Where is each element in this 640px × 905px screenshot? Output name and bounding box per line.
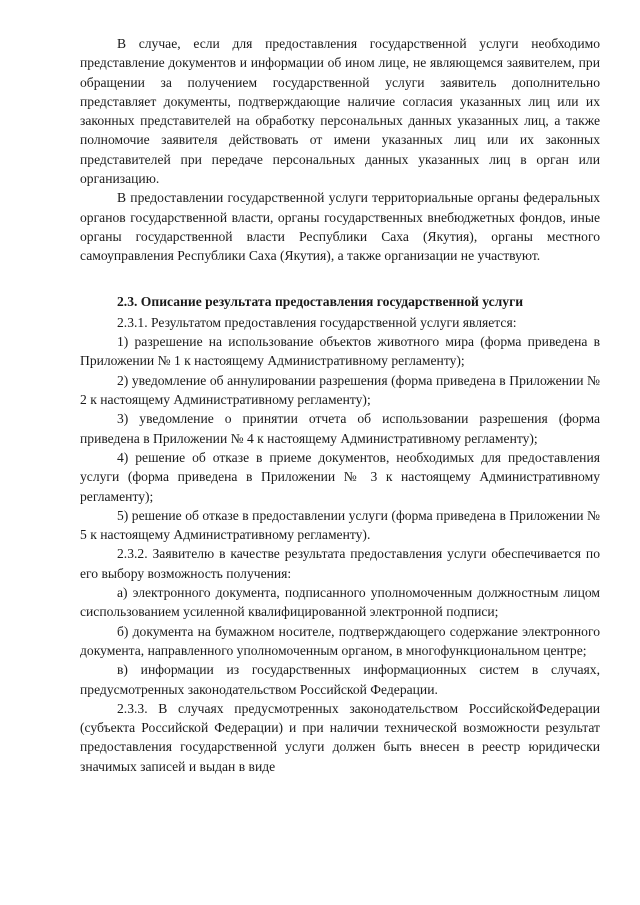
list-item-result-5: 5) решение об отказе в предоставлении услуги (форма приведена в Приложении № 5 к настоящему Административному регламенту). [80,507,600,543]
paragraph-2-3-1: 2.3.1. Результатом предоставления государственной услуги является: [117,314,517,330]
list-item-option-a: а) электронного документа, подписанного уполномоченным должностным лицом сиспользованием усиленной квалифицированной электронной подписи; [80,585,600,620]
paragraph-2-3-2: 2.3.2. Заявителю в качестве результата предоставления услуги обеспечивается по его выбору возможность получения: [80,546,600,581]
list-item-option-v: в) информации из государственных информационных систем в случаях, предусмотренных законодательством Российской Федерации. [80,662,600,697]
list-item-result-4: 4) решение об отказе в приеме документов, необходимых для предоставления услуги (форма приведена в Приложении № 3 к настоящему Административному регламенту); [80,449,600,504]
list-item-option-b: б) документа на бумажном носителе, подтверждающего содержание электронного документа, направленного уполномоченным органом, в многофункциональном центре; [80,623,600,658]
paragraph-2-3-3: 2.3.3. В случаях предусмотренных законодательством РоссийскойФедерации (субъекта Российской Федерации) и при наличии технической возможности результат предоставления государственной услуги должен быть внесен в реестр юридически значимых записей и выдан в виде [80,700,600,774]
paragraph-consent: В случае, если для предоставления государственной услуги необходимо представление документов и информации об ином лице, не являющемся заявителем, при обращении за получением государственной услуги заявитель дополнительно представляет документы, подтверждающие наличие согласия указанных лиц или их законных представителей на обработку персональных данных указанных лиц, а также полномочие заявителя действовать от имени указанных лиц или их законных представителей при передаче персональных данных указанных лиц в орган или организацию. [80,36,600,187]
paragraph-no-participation: В предоставлении государственной услуги территориальные органы федеральных органов государственной власти, органы государственных внебюджетных фондов, иные органы государственной власти Республики Саха (Якутия), органы местного самоуправления Республики Саха (Якутия), а также организации не участвуют. [80,190,600,264]
document-body [80,34,600,776]
list-item-result-3: 3) уведомление о принятии отчета об использовании разрешения (форма приведена в Приложении № 4 к настоящему Административному регламенту); [80,411,600,446]
list-item-result-1: 1) разрешение на использование объектов животного мира (форма приведена в Приложении № 1 к настоящему Административному регламенту); [80,334,600,369]
section-heading: 2.3. Описание результата предоставления государственной услуги [117,293,524,309]
list-item-result-2: 2) уведомление об аннулировании разрешения (форма приведена в Приложении № 2 к настоящему Административному регламенту); [80,372,600,408]
